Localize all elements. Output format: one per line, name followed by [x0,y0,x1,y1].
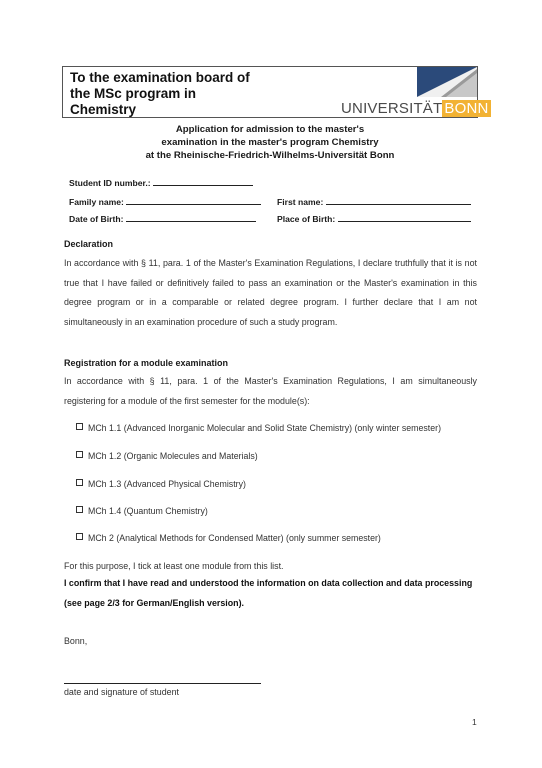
module-label: MCh 1.3 (Advanced Physical Chemistry) [88,479,246,489]
registration-heading: Registration for a module examination [64,358,229,368]
student-id-field [69,176,253,188]
place-of-birth-label: Place of Birth: [277,214,336,224]
recipient-line-2: the MSc program in [70,86,197,101]
module-label: MCh 1.4 (Quantum Chemistry) [88,506,208,516]
recipient-line-3: Chemistry [70,102,137,117]
tick-instruction: For this purpose, I tick at least one module from this list. [64,561,284,571]
checkbox[interactable] [76,451,83,458]
place-label: Bonn, [64,636,88,646]
family-name-input[interactable] [126,195,261,205]
first-name-label: First name: [277,197,324,207]
declaration-heading: Declaration [64,239,114,249]
application-title-line-3: at the Rheinische-Friedrich-Wilhelms-Universität Bonn [145,150,395,161]
module-label: MCh 1.2 (Organic Molecules and Materials) [88,451,258,461]
signature-label: date and signature of student [64,687,179,697]
module-option[interactable] [76,451,258,461]
module-label: MCh 1.1 (Advanced Inorganic Molecular and Solid State Chemistry) (only winter semester) [88,423,442,433]
registration-text: In accordance with § 11, para. 1 of the Master's Examination Regulations, I am simultaneously registering for a module of the first semester for the module(s): [64,376,477,406]
page-number: 1 [472,717,477,727]
university-logo-text [341,100,491,117]
first-name-field [277,195,471,207]
application-title-line-1: Application for admission to the master's [175,124,365,135]
date-of-birth-input[interactable] [126,212,256,222]
data-processing-confirmation: I confirm that I have read and understood the information on data collection and data processing (see page 2/3 for German/English version). [64,578,473,608]
recipient-line-1: To the examination board of [70,70,250,85]
checkbox[interactable] [76,506,83,513]
student-id-label: Student ID number.: [69,178,151,188]
declaration-text: In accordance with § 11, para. 1 of the Master's Examination Regulations, I declare truthfully that it is not true that I have failed or definitively failed to pass an examination or the Master's examination in this degree program or in a comparable or related degree program. I further declare that I am not simultaneously in an examination procedure of such a study program. [64,258,477,327]
logo-text-bonn: BONN [444,100,489,117]
student-id-input[interactable] [153,176,253,186]
checkbox[interactable] [76,533,83,540]
module-option[interactable] [76,479,246,489]
family-name-label: Family name: [69,197,124,207]
date-of-birth-label: Date of Birth: [69,214,124,224]
application-title-line-2: examination in the master's program Chemistry [161,137,379,148]
checkbox[interactable] [76,479,83,486]
module-option[interactable] [76,533,381,543]
module-option[interactable] [76,506,208,516]
recipient-title [70,70,330,118]
signature-line[interactable] [64,683,261,684]
module-label: MCh 2 (Analytical Methods for Condensed Matter) (only summer semester) [88,533,381,543]
first-name-input[interactable] [326,195,471,205]
place-of-birth-input[interactable] [338,212,471,222]
family-name-field [69,195,261,207]
checkbox[interactable] [76,423,83,430]
logo-text-universitaet: UNIVERSITÄT [341,100,443,117]
place-of-birth-field [277,212,471,224]
date-of-birth-field [69,212,256,224]
module-option[interactable] [76,423,441,433]
